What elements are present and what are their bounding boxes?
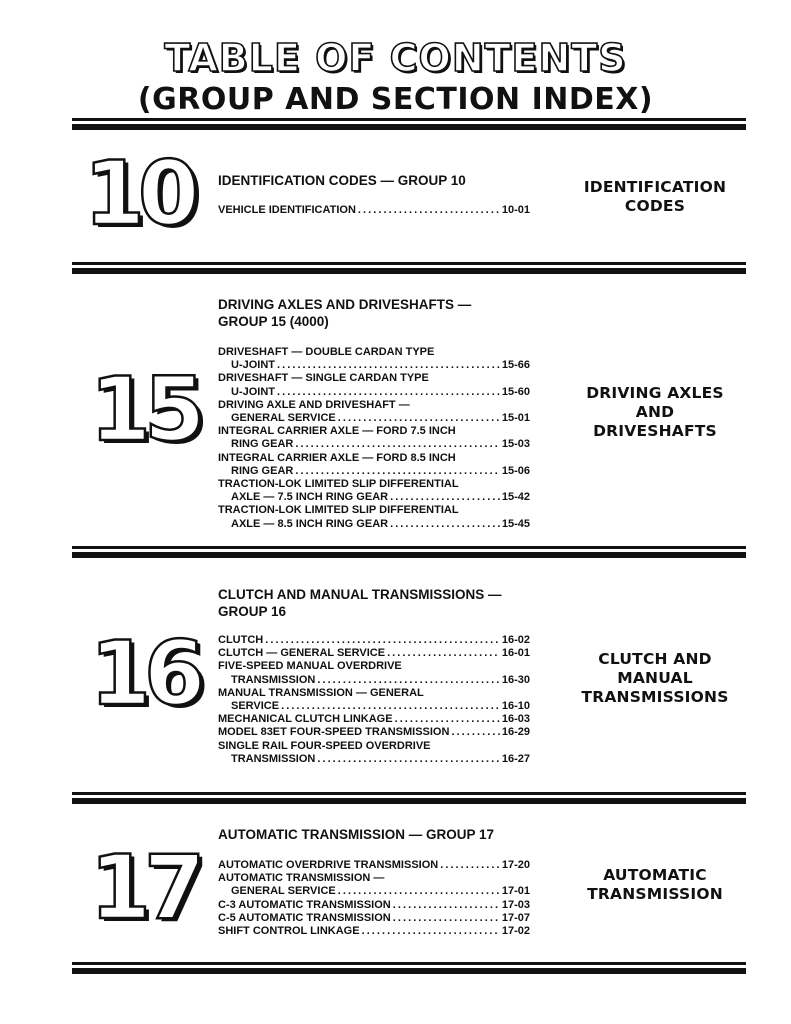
dot-leader <box>317 753 500 766</box>
entry-title-cont: RING GEAR <box>231 464 294 477</box>
entry-title: CLUTCH — GENERAL SERVICE <box>218 647 386 660</box>
toc-entry[interactable] <box>218 912 530 925</box>
entry-title: SHIFT CONTROL LINKAGE <box>218 925 360 938</box>
dot-leader <box>317 674 500 687</box>
toc-entry[interactable] <box>218 713 530 726</box>
dot-leader <box>390 491 500 504</box>
side-label-line: DRIVESHAFTS <box>593 422 717 440</box>
side-label-line: DRIVING AXLES <box>586 384 724 402</box>
entry-page: 17-20 <box>501 859 530 871</box>
entry-page: 17-07 <box>501 911 530 924</box>
entry-title: MANUAL TRANSMISSION — GENERAL <box>218 686 424 699</box>
dot-leader <box>393 899 500 912</box>
group-number: 16 <box>89 622 199 725</box>
entry-page: 16-03 <box>501 713 530 726</box>
dot-leader <box>277 386 500 399</box>
side-label-line: AND <box>635 403 675 421</box>
toc-entry[interactable] <box>218 372 530 398</box>
toc-entry[interactable] <box>218 925 530 938</box>
entry-title: AUTOMATIC TRANSMISSION — <box>218 872 385 885</box>
entry-title: AUTOMATIC OVERDRIVE TRANSMISSION <box>218 859 439 871</box>
dot-leader <box>338 412 500 425</box>
group-heading-line: CLUTCH AND MANUAL TRANSMISSIONS — <box>218 587 502 602</box>
toc-entry[interactable] <box>218 425 530 451</box>
entry-title: CLUTCH <box>218 634 264 646</box>
entry-page: 15-60 <box>501 385 530 398</box>
side-label-line: CLUTCH AND <box>598 650 712 668</box>
group-side-label <box>555 650 755 707</box>
side-label-line: TRANSMISSION <box>587 885 723 903</box>
entry-title-cont: U-JOINT <box>231 385 275 398</box>
entry-title: MODEL 83ET FOUR-SPEED TRANSMISSION <box>218 726 450 739</box>
group-heading-line: DRIVING AXLES AND DRIVESHAFTS — <box>218 297 472 312</box>
dot-leader <box>362 925 500 938</box>
group-heading-line: GROUP 15 (4000) <box>218 314 329 329</box>
toc-entry[interactable] <box>218 726 530 739</box>
entry-title-cont: GENERAL SERVICE <box>231 412 336 425</box>
entry-page: 15-03 <box>501 438 530 451</box>
entry-page: 17-01 <box>501 885 530 898</box>
entry-title-cont: AXLE — 7.5 INCH RING GEAR <box>231 491 389 504</box>
entry-page: 17-03 <box>501 898 530 911</box>
entry-title-cont: SERVICE <box>231 700 280 713</box>
entry-page: 15-06 <box>501 464 530 477</box>
entry-title: DRIVESHAFT — DOUBLE CARDAN TYPE <box>218 346 435 358</box>
group-heading <box>218 586 538 620</box>
group-side-label <box>555 178 755 216</box>
entry-page: 15-66 <box>501 359 530 372</box>
entry-title: TRACTION-LOK LIMITED SLIP DIFFERENTIAL <box>218 504 459 517</box>
entry-title-cont: TRANSMISSION <box>231 673 316 686</box>
side-label-line: MANUAL <box>617 669 693 687</box>
entry-title-cont: TRANSMISSION <box>231 752 316 765</box>
toc-entry[interactable] <box>218 872 530 898</box>
entry-page: 16-10 <box>501 700 530 713</box>
entry-page: 16-02 <box>501 634 530 646</box>
entry-title: DRIVING AXLE AND DRIVESHAFT — <box>218 398 410 411</box>
entry-title: FIVE-SPEED MANUAL OVERDRIVE <box>218 660 402 673</box>
entry-title-cont: RING GEAR <box>231 438 294 451</box>
entry-title-cont: U-JOINT <box>231 359 275 372</box>
toc-entry[interactable] <box>218 859 530 872</box>
entry-list <box>218 859 530 938</box>
group-heading-line: AUTOMATIC TRANSMISSION — GROUP 17 <box>218 827 495 842</box>
entry-title: TRACTION-LOK LIMITED SLIP DIFFERENTIAL <box>218 478 459 491</box>
toc-entry[interactable] <box>218 478 530 504</box>
divider-rule <box>72 118 746 130</box>
dot-leader <box>277 359 500 372</box>
toc-entry[interactable] <box>218 740 530 766</box>
entry-title: DRIVESHAFT — SINGLE CARDAN TYPE <box>218 372 429 385</box>
entry-title: C-5 AUTOMATIC TRANSMISSION <box>218 911 391 924</box>
page-title-block <box>0 36 791 118</box>
group-heading-line: IDENTIFICATION CODES — GROUP 10 <box>218 173 466 188</box>
toc-entry[interactable] <box>218 660 530 686</box>
entry-page: 10-01 <box>501 204 530 216</box>
toc-entry[interactable] <box>218 204 530 217</box>
side-label-line: IDENTIFICATION <box>583 178 727 196</box>
entry-title: INTEGRAL CARRIER AXLE — FORD 7.5 INCH <box>218 425 456 438</box>
divider-rule <box>72 546 746 558</box>
group-number: 15 <box>89 358 199 461</box>
entry-title: SINGLE RAIL FOUR-SPEED OVERDRIVE <box>218 739 431 752</box>
dot-leader <box>358 204 500 217</box>
dot-leader <box>440 859 500 872</box>
entry-title: MECHANICAL CLUTCH LINKAGE <box>218 713 393 726</box>
dot-leader <box>390 518 500 531</box>
group-side-label <box>555 866 755 904</box>
dot-leader <box>338 885 500 898</box>
toc-entry[interactable] <box>218 504 530 530</box>
entry-page: 16-01 <box>501 647 530 660</box>
entry-list <box>218 204 530 217</box>
toc-entry[interactable] <box>218 346 530 372</box>
dot-leader <box>395 713 500 726</box>
divider-rule <box>72 262 746 274</box>
entry-page: 15-01 <box>501 412 530 425</box>
dot-leader <box>281 700 500 713</box>
entry-page: 16-27 <box>501 752 530 765</box>
entry-title: INTEGRAL CARRIER AXLE — FORD 8.5 INCH <box>218 451 456 464</box>
dot-leader <box>451 726 499 739</box>
entry-title: C-3 AUTOMATIC TRANSMISSION <box>218 898 391 911</box>
entry-title-cont: AXLE — 8.5 INCH RING GEAR <box>231 517 389 530</box>
toc-entry[interactable] <box>218 899 530 912</box>
toc-entry[interactable] <box>218 452 530 478</box>
group-heading <box>218 826 538 843</box>
dot-leader <box>265 634 500 647</box>
group-heading-line: GROUP 16 <box>218 604 287 619</box>
dot-leader <box>295 438 500 451</box>
entry-page: 16-29 <box>501 726 530 739</box>
entry-page: 15-45 <box>501 517 530 530</box>
group-number: 10 <box>83 142 193 245</box>
group-number: 17 <box>89 836 199 939</box>
dot-leader <box>295 465 500 478</box>
toc-entry[interactable] <box>218 634 530 647</box>
page-subtitle: (GROUP AND SECTION INDEX) <box>137 82 654 117</box>
toc-entry[interactable] <box>218 687 530 713</box>
dot-leader <box>393 912 500 925</box>
entry-page: 17-02 <box>501 925 530 938</box>
group-heading <box>218 296 538 330</box>
entry-page: 15-42 <box>501 491 530 504</box>
divider-rule <box>72 962 746 974</box>
side-label-line: TRANSMISSIONS <box>581 688 729 706</box>
group-heading <box>218 172 538 189</box>
entry-page: 16-30 <box>501 673 530 686</box>
side-label-line: AUTOMATIC <box>603 866 707 884</box>
side-label-line: CODES <box>624 197 686 215</box>
toc-entry[interactable] <box>218 399 530 425</box>
page-title: TABLE OF CONTENTS <box>164 36 627 80</box>
toc-entry[interactable] <box>218 647 530 660</box>
entry-list <box>218 634 530 766</box>
entry-title-cont: GENERAL SERVICE <box>231 885 336 898</box>
divider-rule <box>72 792 746 804</box>
entry-title: VEHICLE IDENTIFICATION <box>218 204 356 216</box>
entry-list <box>218 346 530 531</box>
group-side-label <box>555 384 755 441</box>
dot-leader <box>387 647 500 660</box>
